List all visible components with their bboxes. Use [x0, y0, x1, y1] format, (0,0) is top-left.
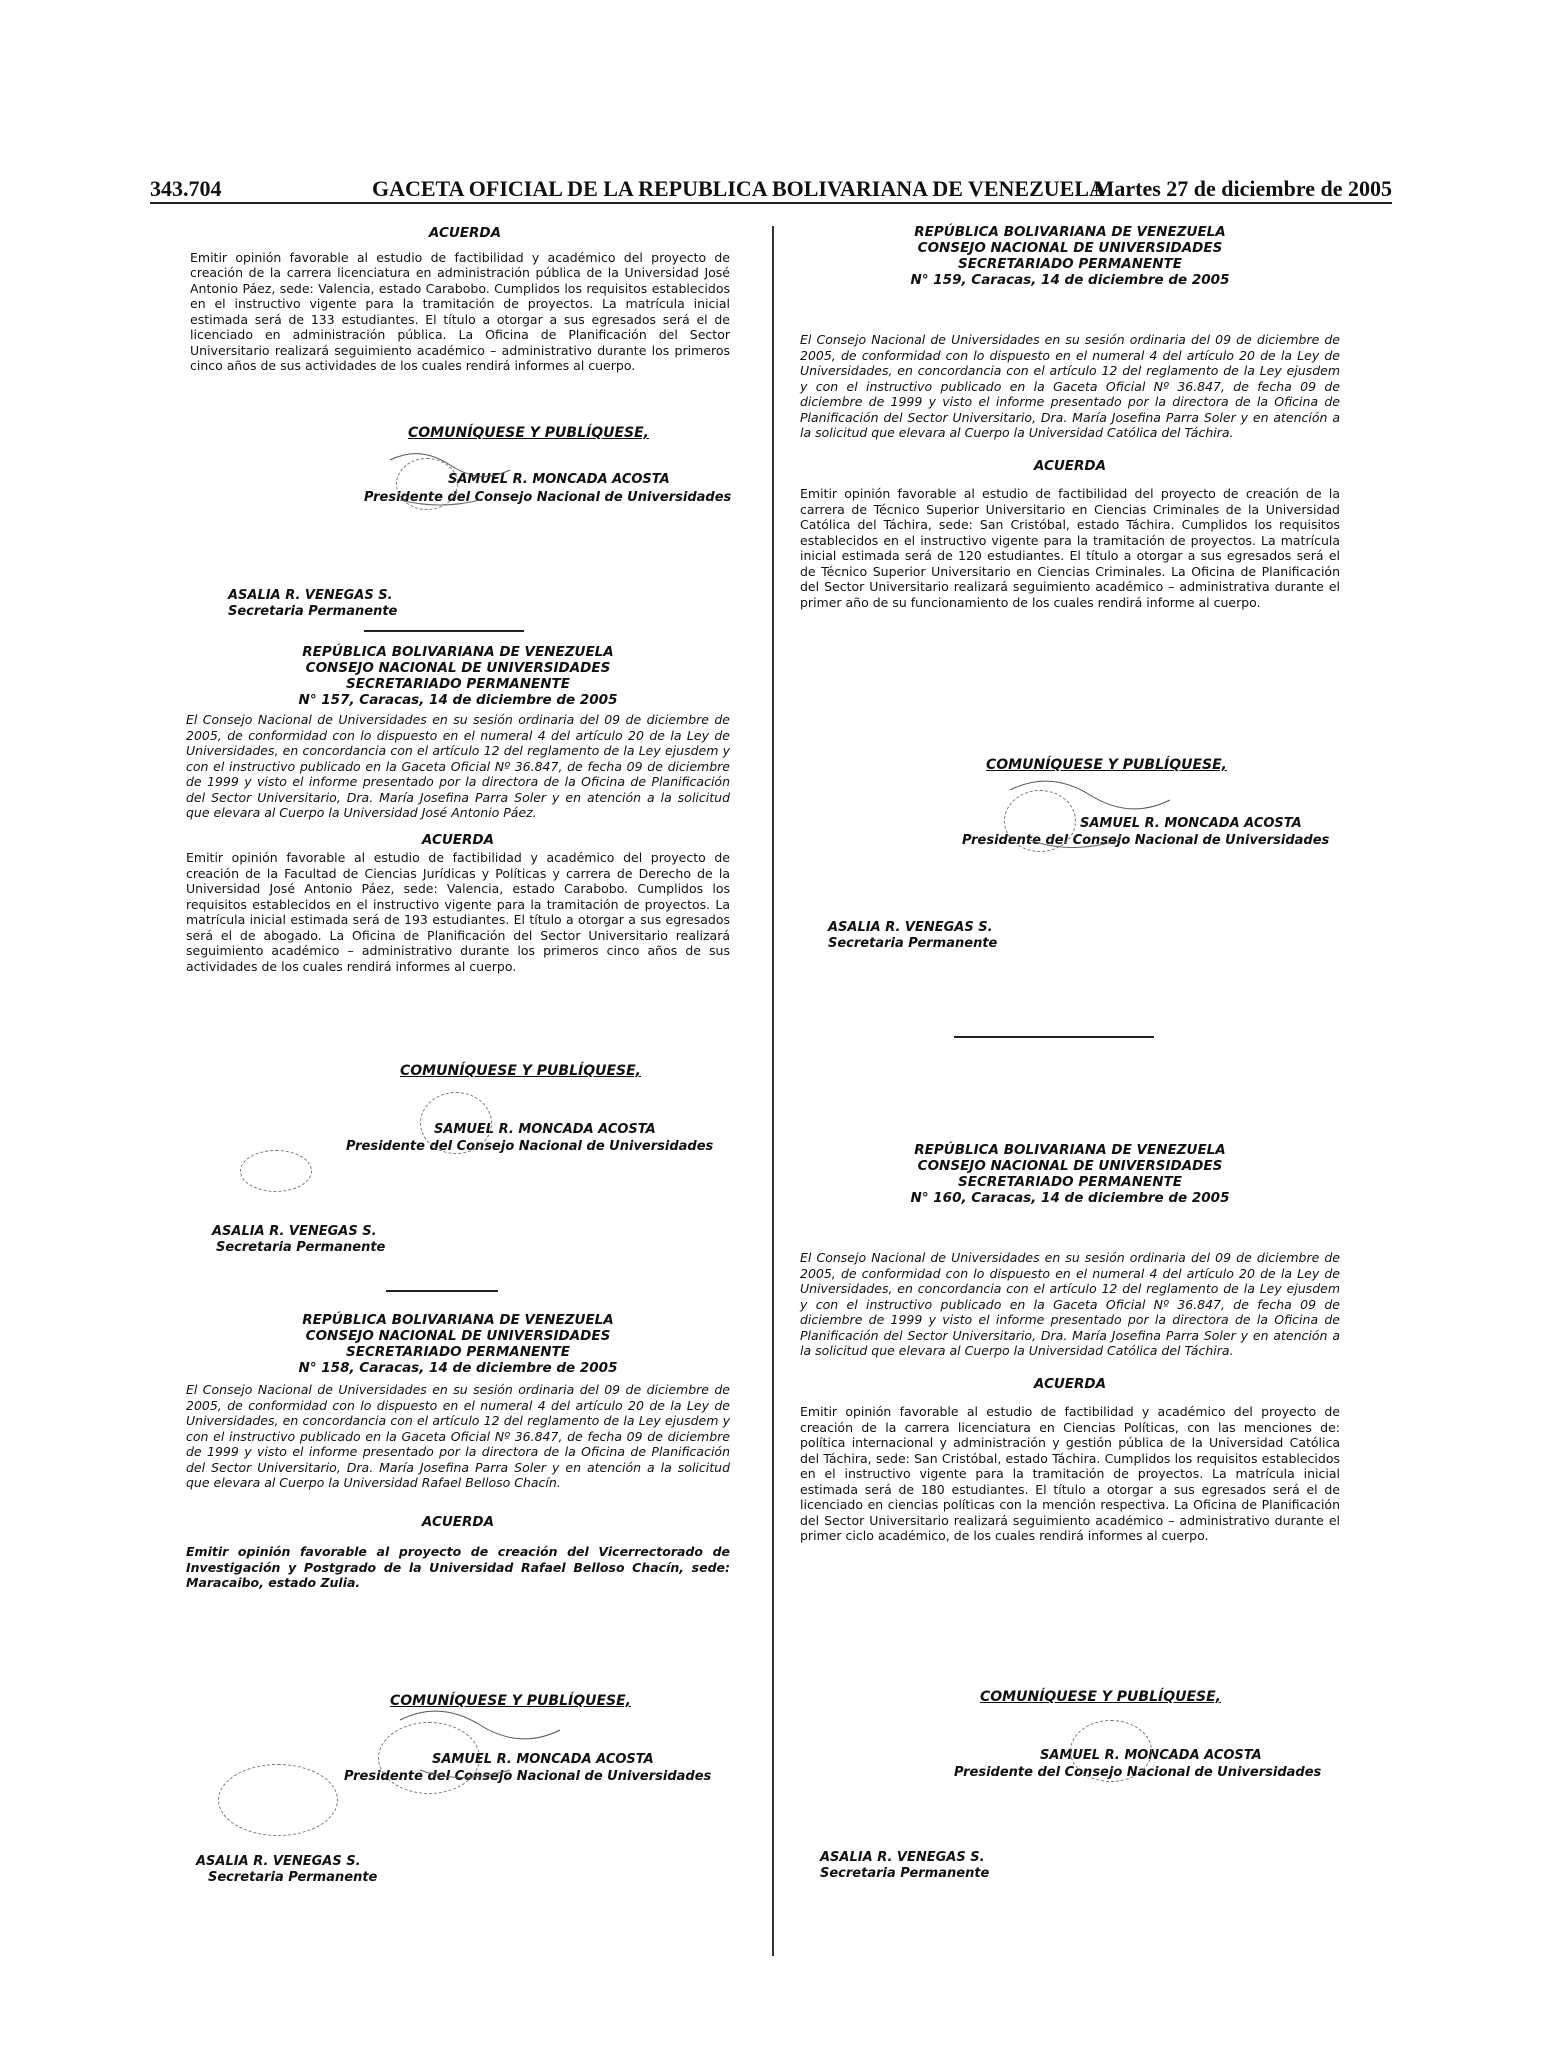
- acuerda-heading: ACUERDA: [421, 1513, 495, 1530]
- president-role: Presidente del Consejo Nacional de Universidades: [346, 1139, 714, 1154]
- president-role: Presidente del Consejo Nacional de Universidades: [364, 490, 732, 505]
- acuerda-heading: ACUERDA: [1033, 1375, 1107, 1392]
- secretary-block: [196, 1854, 446, 1885]
- president-role: Presidente del Consejo Nacional de Universidades: [962, 833, 1330, 848]
- secretary-name: ASALIA R. VENEGAS S.: [196, 1854, 361, 1869]
- seal-stamp: [218, 1764, 338, 1836]
- resolution-preamble: El Consejo Nacional de Universidades en su sesión ordinaria del 09 de diciembre de 2005, de conformidad con lo dispuesto en el numeral 4 del artículo 20 de la Ley de Universidades, en concordancia con el artículo 12 del reglamento de la Ley ejusdem y con el instructivo publicado en la Gaceta Oficial Nº 36.847, de fecha 09 de diciembre de 1999 y visto el informe presentado por la directora de la Oficina de Planificación del Sector Universitario, Dra. María Josefina Parra Soler y en atención a la solicitud que elevara al Cuerpo la Universidad José Antonio Páez.: [186, 712, 730, 820]
- president-name: SAMUEL R. MONCADA ACOSTA: [448, 471, 670, 487]
- signature-scribble: [1000, 770, 1200, 870]
- president-name: SAMUEL R. MONCADA ACOSTA: [1080, 815, 1302, 831]
- president-role: Presidente del Consejo Nacional de Universidades: [954, 1765, 1322, 1780]
- comuniquese-text: COMUNÍQUESE Y PUBLÍQUESE,: [980, 1689, 1221, 1705]
- resolution-number: N° 158, Caracas, 14 de diciembre de 2005: [298, 1360, 618, 1376]
- council-heading: CONSEJO NACIONAL DE UNIVERSIDADES: [305, 1328, 611, 1344]
- resolution-158: [186, 1312, 730, 1591]
- secretary-name: ASALIA R. VENEGAS S.: [820, 1850, 985, 1865]
- council-heading: CONSEJO NACIONAL DE UNIVERSIDADES: [917, 240, 1223, 256]
- section-divider: [364, 630, 524, 632]
- acuerda-heading: ACUERDA: [1033, 457, 1107, 474]
- page-number: 343.704: [150, 176, 222, 201]
- column-divider: [772, 226, 774, 1956]
- secretary-role: Secretaria Permanente: [828, 935, 998, 951]
- signature-scribble: [380, 440, 560, 530]
- gazette-date: Martes 27 de diciembre de 2005: [1093, 176, 1392, 201]
- resolution-number: N° 157, Caracas, 14 de diciembre de 2005: [298, 692, 618, 708]
- seal-stamp: [240, 1150, 312, 1192]
- resolution-157: [186, 644, 730, 974]
- president-name: SAMUEL R. MONCADA ACOSTA: [434, 1121, 656, 1137]
- comuniquese-text: COMUNÍQUESE Y PUBLÍQUESE,: [400, 1063, 641, 1079]
- resolution-preamble: El Consejo Nacional de Universidades en su sesión ordinaria del 09 de diciembre de 2005, de conformidad con lo dispuesto en el numeral 4 del artículo 20 de la Ley de Universidades, en concordancia con el artículo 12 del reglamento de la Ley ejusdem y con el instructivo publicado en la Gaceta Oficial Nº 36.847, de fecha 09 de diciembre de 1999 y visto el informe presentado por la directora de la Oficina de Planificación del Sector Universitario, Dra. María Josefina Parra Soler y en atención a la solicitud que elevara al Cuerpo la Universidad Rafael Belloso Chacín.: [186, 1382, 730, 1490]
- republic-heading: REPÚBLICA BOLIVARIANA DE VENEZUELA: [302, 1312, 614, 1328]
- president-name: SAMUEL R. MONCADA ACOSTA: [432, 1751, 654, 1767]
- resolution-preamble: El Consejo Nacional de Universidades en su sesión ordinaria del 09 de diciembre de 2005, de conformidad con lo dispuesto en el numeral 4 del artículo 20 de la Ley de Universidades, en concordancia con el artículo 12 del reglamento de la Ley ejusdem y con el instructivo publicado en la Gaceta Oficial Nº 36.847, de fecha 09 de diciembre de 1999 y visto el informe presentado por la directora de la Oficina de Planificación del Sector Universitario, Dra. María Josefina Parra Soler y en atención a la solicitud que elevara al Cuerpo la Universidad Católica del Táchira.: [800, 1250, 1340, 1358]
- signature-block: [342, 1064, 742, 1155]
- left-top-resolution: [190, 226, 730, 374]
- gazette-header: [150, 176, 1392, 202]
- section-divider: [954, 1036, 1154, 1038]
- resolution-159: [800, 224, 1340, 610]
- secretary-role: Secretaria Permanente: [228, 603, 398, 619]
- secretary-block: [828, 920, 1078, 951]
- seal-stamp: [1070, 1720, 1152, 1782]
- secretary-block: [820, 1850, 1070, 1881]
- comuniquese-text: COMUNÍQUESE Y PUBLÍQUESE,: [390, 1693, 631, 1709]
- resolution-number: N° 160, Caracas, 14 de diciembre de 2005: [910, 1190, 1230, 1206]
- council-heading: CONSEJO NACIONAL DE UNIVERSIDADES: [305, 660, 611, 676]
- secretariat-heading: SECRETARIADO PERMANENTE: [958, 256, 1182, 272]
- republic-heading: REPÚBLICA BOLIVARIANA DE VENEZUELA: [302, 644, 614, 660]
- secretary-role: Secretaria Permanente: [208, 1869, 378, 1885]
- secretary-name: ASALIA R. VENEGAS S.: [212, 1224, 377, 1239]
- signature-scribble: [390, 1700, 590, 1800]
- secretary-block: [228, 588, 478, 619]
- republic-heading: REPÚBLICA BOLIVARIANA DE VENEZUELA: [914, 224, 1226, 240]
- republic-heading: REPÚBLICA BOLIVARIANA DE VENEZUELA: [914, 1142, 1226, 1158]
- president-role: Presidente del Consejo Nacional de Universidades: [344, 1769, 712, 1784]
- secretariat-heading: SECRETARIADO PERMANENTE: [346, 676, 570, 692]
- seal-stamp: [420, 1092, 492, 1154]
- resolution-number: N° 159, Caracas, 14 de diciembre de 2005: [910, 272, 1230, 288]
- secretary-role: Secretaria Permanente: [820, 1865, 990, 1881]
- acuerda-heading: ACUERDA: [428, 225, 502, 241]
- secretariat-heading: SECRETARIADO PERMANENTE: [346, 1344, 570, 1360]
- resolution-body: Emitir opinión favorable al proyecto de creación del Vicerrectorado de Investigación y Postgrado de la Universidad Rafael Belloso Chacín, sede: Maracaibo, estado Zulia.: [186, 1544, 730, 1590]
- secretariat-heading: SECRETARIADO PERMANENTE: [958, 1174, 1182, 1190]
- header-divider: [150, 202, 1392, 204]
- resolution-body: Emitir opinión favorable al estudio de factibilidad y académico del proyecto de creación de la carrera licenciatura en Ciencias Políticas, con las menciones de: política internacional y administración y gestión pública de la Universidad Católica del Táchira, sede: San Cristóbal, estado Táchira. Cumplidos los requisitos establecidos en el instructivo vigente para la tramitación de proyectos. La matrícula inicial estimada será de 180 estudiantes. El título a otorgar a sus egresados será el de licenciado en ciencias políticas con la mención respectiva. La Oficina de Planificación del Sector Universitario realizará seguimiento académico – administrativo durante el primer ciclo académico, de los cuales rendirá informes al cuerpo.: [800, 1404, 1340, 1543]
- acuerda-heading: ACUERDA: [421, 831, 495, 848]
- secretary-name: ASALIA R. VENEGAS S.: [228, 588, 393, 603]
- council-heading: CONSEJO NACIONAL DE UNIVERSIDADES: [917, 1158, 1223, 1174]
- comuniquese-text: COMUNÍQUESE Y PUBLÍQUESE,: [408, 425, 649, 441]
- gazette-title: GACETA OFICIAL DE LA REPUBLICA BOLIVARIANA DE VENEZUELA: [372, 176, 1105, 201]
- resolution-body: Emitir opinión favorable al estudio de factibilidad del proyecto de creación de la carrera de Técnico Superior Universitario en Ciencias Criminales de la Universidad Católica del Táchira, sede: San Cristóbal, estado Táchira. Cumplidos los requisitos establecidos en el instructivo vigente para la tramitación de proyectos. La matrícula inicial estimada será de 120 estudiantes. El título a otorgar a sus egresados será el de Técnico Superior Universitario en Ciencias Criminales. La Oficina de Planificación del Sector Universitario realizará seguimiento académico – administrativa durante el primer año de su funcionamiento de los cuales rendirá informe al cuerpo.: [800, 486, 1340, 610]
- president-name: SAMUEL R. MONCADA ACOSTA: [1040, 1747, 1262, 1763]
- comuniquese-text: COMUNÍQUESE Y PUBLÍQUESE,: [986, 757, 1227, 773]
- resolution-preamble: El Consejo Nacional de Universidades en su sesión ordinaria del 09 de diciembre de 2005, de conformidad con lo dispuesto en el numeral 4 del artículo 20 de la Ley de Universidades, en concordancia con el artículo 12 del reglamento de la Ley ejusdem y con el instructivo publicado en la Gaceta Oficial Nº 36.847, de fecha 09 de diciembre de 1999 y visto el informe presentado por la directora de la Oficina de Planificación del Sector Universitario, Dra. María Josefina Parra Soler y en atención a la solicitud que elevara al Cuerpo la Universidad Católica del Táchira.: [800, 332, 1340, 440]
- section-divider: [386, 1290, 498, 1292]
- resolution-160: [800, 1142, 1340, 1544]
- secretary-block: [212, 1224, 462, 1255]
- secretary-name: ASALIA R. VENEGAS S.: [828, 920, 993, 935]
- resolution-body: Emitir opinión favorable al estudio de factibilidad y académico del proyecto de creación de la carrera licenciatura en administración pública de la Universidad José Antonio Páez, sede: Valencia, estado Carabobo. Cumplidos los requisitos establecidos en el instructivo vigente para la tramitación de proyectos. La matrícula inicial estimada será de 133 estudiantes. El título a otorgar a sus egresados será el de licenciado en administración pública. La Oficina de Planificación del Sector Universitario realizará seguimiento académico – administrativo durante los primeros cinco años de sus actividades de los cuales rendirá informes al cuerpo.: [190, 249, 730, 373]
- signature-block: [950, 1690, 1350, 1781]
- resolution-body: Emitir opinión favorable al estudio de factibilidad y académico del proyecto de creación de la Facultad de Ciencias Jurídicas y Políticas y carrera de Derecho de la Universidad José Antonio Páez, sede: Valencia, estado Carabobo. Cumplidos los requisitos establecidos en el instructivo vigente para la tramitación de proyectos. La matrícula inicial estimada será de 193 estudiantes. El título a otorgar a sus egresados será el de abogado. La Oficina de Planificación del Sector Universitario realizará seguimiento académico – administrativo durante los primeros cinco años de sus actividades de los cuales rendirá informes al cuerpo.: [186, 850, 730, 974]
- secretary-role: Secretaria Permanente: [216, 1239, 386, 1255]
